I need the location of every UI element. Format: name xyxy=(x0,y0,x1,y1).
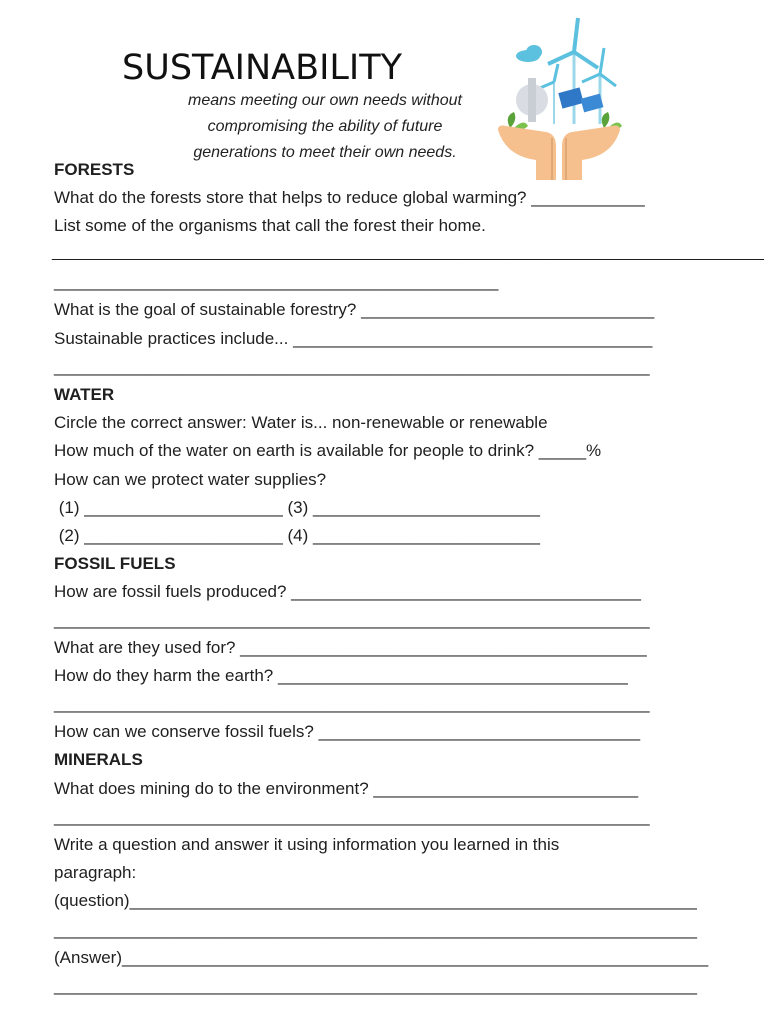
fossil-fuels-heading: FOSSIL FUELS xyxy=(54,554,176,573)
forests-question-3: What is the goal of sustainable forestry? _______________________________ xyxy=(54,300,655,319)
fossil-question-4: How can we conserve fossil fuels? __________________________________ xyxy=(54,722,641,741)
fossil-question-1: How are fossil fuels produced? _____________________________________ xyxy=(54,582,641,601)
definition-line: compromising the ability of future xyxy=(207,118,443,135)
worksheet-title: SUSTAINABILITY xyxy=(122,48,403,88)
fossil-question-2: What are they used for? ___________________________________________ xyxy=(54,638,647,657)
water-question-3: How can we protect water supplies? xyxy=(54,470,327,489)
answer-line: ________________________________________________________________________________ xyxy=(52,244,764,261)
minerals-question-1: What does mining do to the environment? ____________________________ xyxy=(54,779,639,798)
answer-label-line: (Answer)______________________________________________________________ xyxy=(54,948,709,967)
definition xyxy=(160,88,490,166)
forests-question-2: List some of the organisms that call the forest their home. xyxy=(54,216,486,235)
minerals-heading: MINERALS xyxy=(54,750,143,769)
minerals-prompt: Write a question and answer it using information you learned in this xyxy=(54,835,560,854)
water-question-1: Circle the correct answer: Water is... non-renewable or renewable xyxy=(54,413,548,432)
water-answer-row: (1) _____________________ (3) ________________________ xyxy=(54,498,540,517)
forests-question-4: Sustainable practices include... ______________________________________ xyxy=(54,329,653,348)
definition-line: generations to meet their own needs. xyxy=(193,144,457,161)
answer-line: _______________________________________________________________ xyxy=(54,694,650,713)
answer-line: _______________________________________________________________ xyxy=(54,610,650,629)
fossil-question-3: How do they harm the earth? _____________________________________ xyxy=(54,666,628,685)
water-question-2: How much of the water on earth is available for people to drink? _____% xyxy=(54,441,602,460)
forests-heading: FORESTS xyxy=(54,160,135,179)
answer-line: _______________________________________________________________ xyxy=(54,357,650,376)
minerals-prompt-cont: paragraph: xyxy=(54,863,137,882)
question-line: (question)____________________________________________________________ xyxy=(54,891,697,910)
hands-holding-renewable-energy-icon xyxy=(494,12,624,180)
forests-question-1: What do the forests store that helps to reduce global warming? ____________ xyxy=(54,188,645,207)
answer-line: ____________________________________________________________________ xyxy=(54,976,697,995)
answer-line: _______________________________________________________________ xyxy=(54,807,650,826)
answer-line: ____________________________________________________________________ xyxy=(54,920,697,939)
water-answer-row: (2) _____________________ (4) ________________________ xyxy=(54,526,540,545)
water-heading: WATER xyxy=(54,385,115,404)
answer-line: _______________________________________________ xyxy=(54,272,499,291)
definition-line: means meeting our own needs without xyxy=(188,92,462,109)
